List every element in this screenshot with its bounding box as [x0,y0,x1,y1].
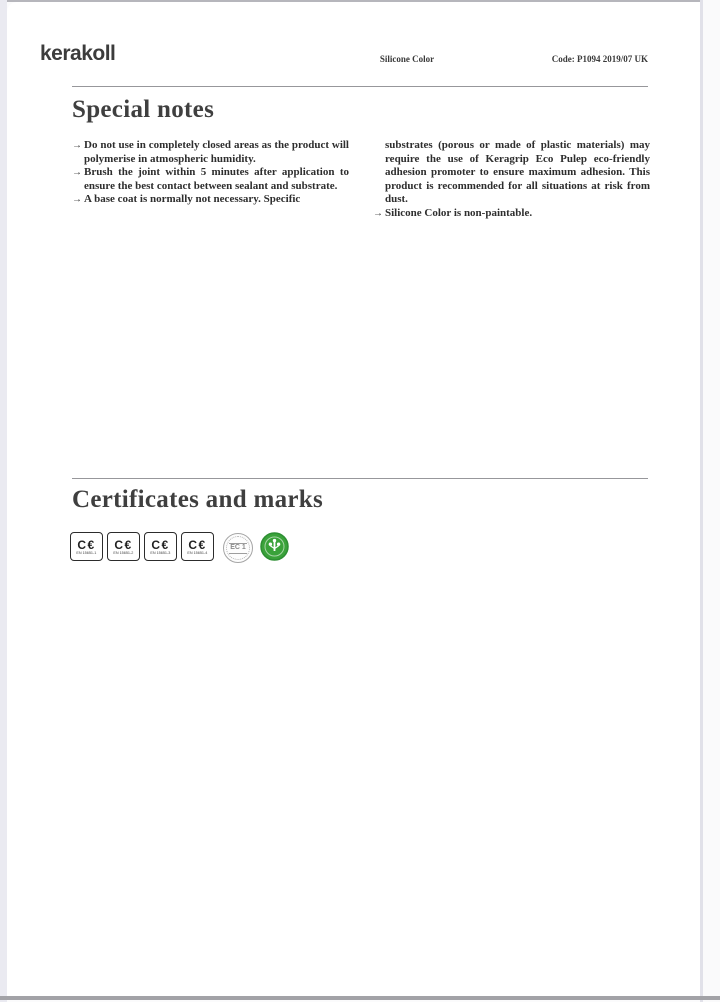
sheet-left-edge [0,0,7,1002]
ce-glyph: C€ [151,537,170,552]
ce-mark-icon [70,532,103,561]
ce-standard-label: EN 15651-1 [76,550,97,555]
emicode-ec1-seal-icon [223,533,253,563]
note-text: substrates (porous or made of plastic materials) may require the use of Keragrip Eco Pulep eco-friendly adhesion promoter to ensure maximum adhesion. This product is recommended for all situations at risk from dust. [385,139,650,205]
special-notes-body [72,139,650,220]
greenbuilding-logo-icon [260,532,289,561]
header-divider [72,86,648,87]
special-notes-heading: Special notes [72,96,215,123]
arrow-bullet-icon: → [373,207,383,219]
certificates-heading: Certificates and marks [72,486,323,513]
ce-glyph: C€ [114,537,133,552]
ce-glyph: C€ [188,537,207,552]
ce-standard-label: EN 15651-2 [113,550,134,555]
certificate-marks-row [70,532,289,563]
note-item [373,207,650,221]
sheet-far-right-margin [703,0,720,1002]
note-item [72,166,349,193]
document-title: Silicone Color [379,54,435,64]
note-item [72,193,349,207]
ce-standard-label: EN 15651-3 [150,550,171,555]
datasheet-page [7,2,700,996]
note-text: A base coat is normally not necessary. Specific [84,193,301,205]
ce-mark-icon [181,532,214,561]
notes-right-column [373,139,650,220]
certificates-divider [72,478,648,479]
note-text: Silicone Color is non-paintable. [385,206,533,219]
ec1-label: EC 1 [229,543,247,554]
kerakoll-logo: kerakoll [40,42,116,65]
note-text: Do not use in completely closed areas as the product will polymerise in atmospheric humidity. [84,139,349,165]
note-continuation [373,139,650,207]
document-code: Code: P1094 2019/07 UK [551,54,648,64]
ce-mark-icon [144,532,177,561]
ce-glyph: C€ [77,537,96,552]
ce-standard-label: EN 15651-4 [187,550,208,555]
arrow-bullet-icon: → [72,140,82,151]
sheet-bottom-edge [0,996,720,1000]
note-text: Brush the joint within 5 minutes after application to ensure the best contact between sealant and substrate. [84,166,349,192]
arrow-bullet-icon: → [72,194,82,205]
note-item [72,139,349,166]
arrow-bullet-icon: → [72,167,82,178]
notes-left-column [72,139,349,220]
ce-mark-icon [107,532,140,561]
